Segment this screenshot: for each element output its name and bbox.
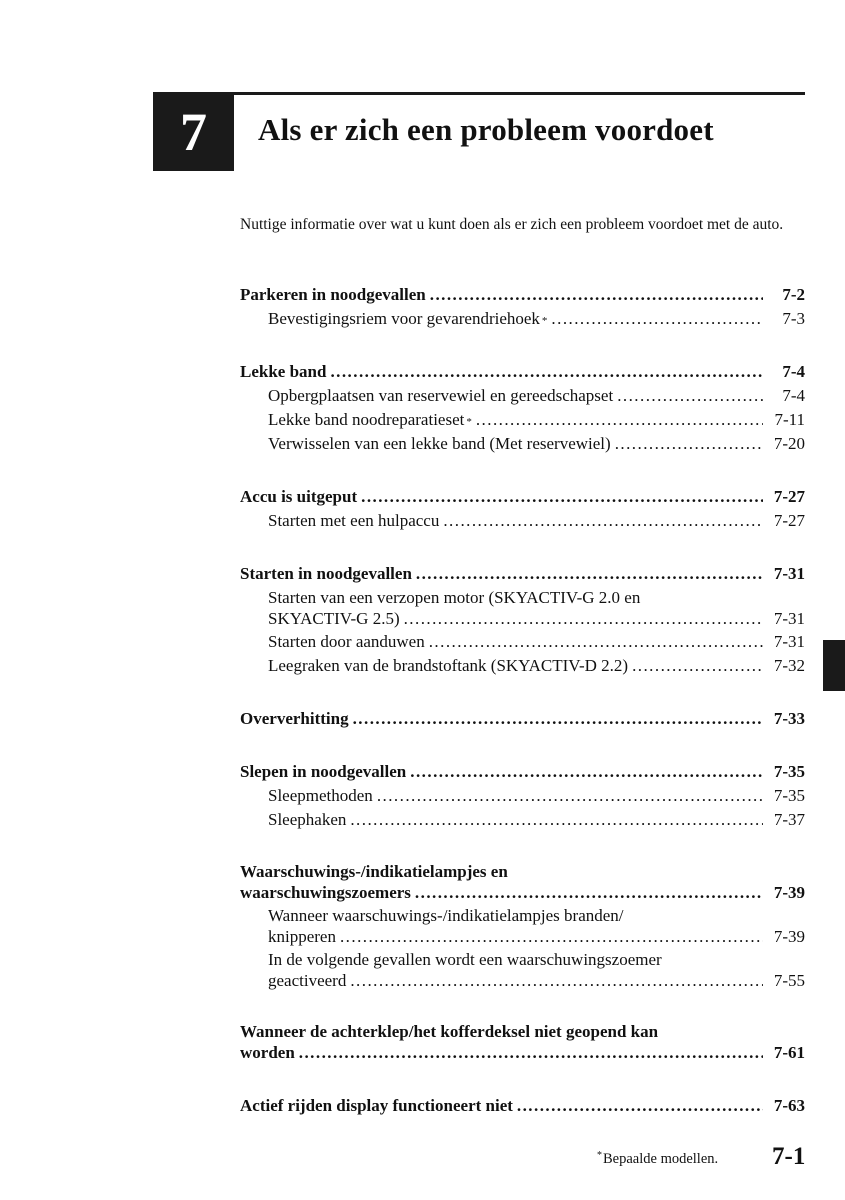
toc-leader <box>430 284 763 305</box>
toc-page: 7-31 <box>773 564 805 583</box>
toc-item-brandstoftank[interactable] <box>268 655 805 676</box>
toc-page: 7-27 <box>773 511 805 530</box>
toc-entry-title-line: In de volgende gevallen wordt een waarschuwingszoemer <box>268 950 662 969</box>
footnote-marker: * <box>597 1150 602 1161</box>
toc-page: 7-3 <box>782 309 805 328</box>
toc-item-waarschuwingszoemer[interactable] <box>268 949 805 991</box>
title-rule <box>234 92 805 95</box>
toc-entry-title: Sleepmethoden <box>268 786 373 805</box>
toc-page: 7-31 <box>773 609 805 628</box>
toc-leader <box>353 708 763 729</box>
toc-page: 7-4 <box>782 362 805 381</box>
toc-item-branden-knipperen[interactable] <box>268 905 805 947</box>
toc-page: 7-31 <box>773 632 805 651</box>
toc-item-opbergplaatsen[interactable] <box>268 385 805 406</box>
toc-page: 7-11 <box>774 410 805 429</box>
toc-page: 7-39 <box>773 883 805 902</box>
toc-section-waarschuwingslampjes[interactable] <box>240 861 805 903</box>
toc-leader <box>416 563 763 584</box>
toc-page: 7-63 <box>773 1096 805 1115</box>
toc-section-parkeren[interactable] <box>240 284 805 305</box>
toc-entry-title: Accu is uitgeput <box>240 487 358 506</box>
toc-item-sleephaken[interactable] <box>268 809 805 830</box>
toc-page: 7-2 <box>782 285 805 304</box>
toc-entry-title: Leegraken van de brandstoftank (SKYACTIV-D 2.2) <box>268 656 629 675</box>
toc-section-oververhitting[interactable] <box>240 708 805 729</box>
toc-leader <box>551 308 763 329</box>
toc-entry-title: Parkeren in noodgevallen <box>240 285 426 304</box>
toc-entry-title-line: Wanneer de achterklep/het kofferdeksel niet geopend kan <box>240 1022 659 1041</box>
chapter-number-box: 7 <box>153 92 234 171</box>
toc-page: 7-37 <box>773 810 805 829</box>
toc-entry-title: Slepen in noodgevallen <box>240 762 407 781</box>
toc-entry-title: Bevestigingsriem voor gevarendriehoek <box>268 309 540 328</box>
toc-page: 7-35 <box>773 786 805 805</box>
toc-leader <box>340 926 763 947</box>
toc-item-aanduwen[interactable] <box>268 631 805 652</box>
toc-leader <box>443 510 763 531</box>
toc-leader <box>350 970 763 991</box>
toc-entry-title-line: Starten van een verzopen motor (SKYACTIV-G 2.0 en <box>268 588 641 607</box>
toc-item-noodreparatieset[interactable]: Lekke band noodreparatieset * . . . 7-11 <box>268 409 805 430</box>
toc-leader <box>632 655 763 676</box>
toc-entry-title: Actief rijden display functioneert niet <box>240 1096 513 1115</box>
toc-page: 7-55 <box>773 971 805 990</box>
toc-page: 7-33 <box>773 709 805 728</box>
toc-leader <box>299 1042 763 1063</box>
toc-section-actief-rijden[interactable] <box>240 1095 805 1116</box>
toc-entry-title: Starten door aanduwen <box>268 632 425 651</box>
toc-entry-title: Oververhitting <box>240 709 349 728</box>
page-number: 7-1 <box>772 1143 806 1170</box>
toc-page: 7-32 <box>773 656 805 675</box>
toc-page: 7-39 <box>773 927 805 946</box>
toc-section-lekke-band[interactable] <box>240 361 805 382</box>
toc-leader <box>330 361 763 382</box>
toc-entry-title: Lekke band <box>240 362 327 381</box>
toc-leader <box>615 433 763 454</box>
toc-leader <box>476 409 763 430</box>
toc-item-verwisselen[interactable] <box>268 433 805 454</box>
toc-entry-title: Starten in noodgevallen <box>240 564 412 583</box>
toc-entry-title: Opbergplaatsen van reservewiel en gereedschapset <box>268 386 614 405</box>
toc-entry-title: SKYACTIV-G 2.5) <box>268 609 400 628</box>
toc-entry-title: worden <box>240 1043 295 1062</box>
toc-entry-title: Sleephaken <box>268 810 347 829</box>
toc-leader <box>429 631 763 652</box>
toc-section-slepen[interactable] <box>240 761 805 782</box>
toc-leader <box>361 486 763 507</box>
toc-page: 7-20 <box>773 434 805 453</box>
toc-entry-title: geactiveerd <box>268 971 347 990</box>
toc-leader <box>617 385 763 406</box>
toc-entry-title: Verwisselen van een lekke band (Met reservewiel) <box>268 434 611 453</box>
toc-leader <box>377 785 763 806</box>
toc-entry-title-line: Waarschuwings-/indikatielampjes en <box>240 862 508 881</box>
toc-entry-title: knipperen <box>268 927 336 946</box>
toc-section-achterklep[interactable] <box>240 1021 805 1063</box>
toc-item-hulpaccu[interactable] <box>268 510 805 531</box>
toc-leader <box>410 761 763 782</box>
intro-text: Nuttige informatie over wat u kunt doen als er zich een probleem voordoet met de auto. <box>240 216 784 233</box>
toc-entry-title-line: Wanneer waarschuwings-/indikatielampjes branden/ <box>268 906 624 925</box>
footnote <box>597 1151 718 1168</box>
toc-leader <box>404 608 763 629</box>
toc-section-accu[interactable] <box>240 486 805 507</box>
toc-entry-title: waarschuwingszoemers <box>240 883 411 902</box>
toc-item-verzopen-motor[interactable] <box>268 587 805 629</box>
toc-section-starten[interactable] <box>240 563 805 584</box>
toc-leader <box>517 1095 763 1116</box>
footnote-text: Bepaalde modellen. <box>603 1151 719 1167</box>
toc-page: 7-35 <box>773 762 805 781</box>
toc-page: 7-61 <box>773 1043 805 1062</box>
toc-entry-title: Lekke band noodreparatieset <box>268 410 465 429</box>
toc-leader <box>350 809 763 830</box>
toc-entry-title: Starten met een hulpaccu <box>268 511 440 530</box>
toc-page: 7-4 <box>782 386 805 405</box>
chapter-title: Als er zich een probleem voordoet <box>258 112 714 147</box>
toc-item-sleepmethoden[interactable] <box>268 785 805 806</box>
toc-item-bevestigingsriem[interactable]: Bevestigingsriem voor gevarendriehoek * . . . 7-3 <box>268 308 805 329</box>
toc-page: 7-27 <box>773 487 805 506</box>
chapter-edge-tab <box>823 640 845 691</box>
toc-leader <box>415 882 763 903</box>
